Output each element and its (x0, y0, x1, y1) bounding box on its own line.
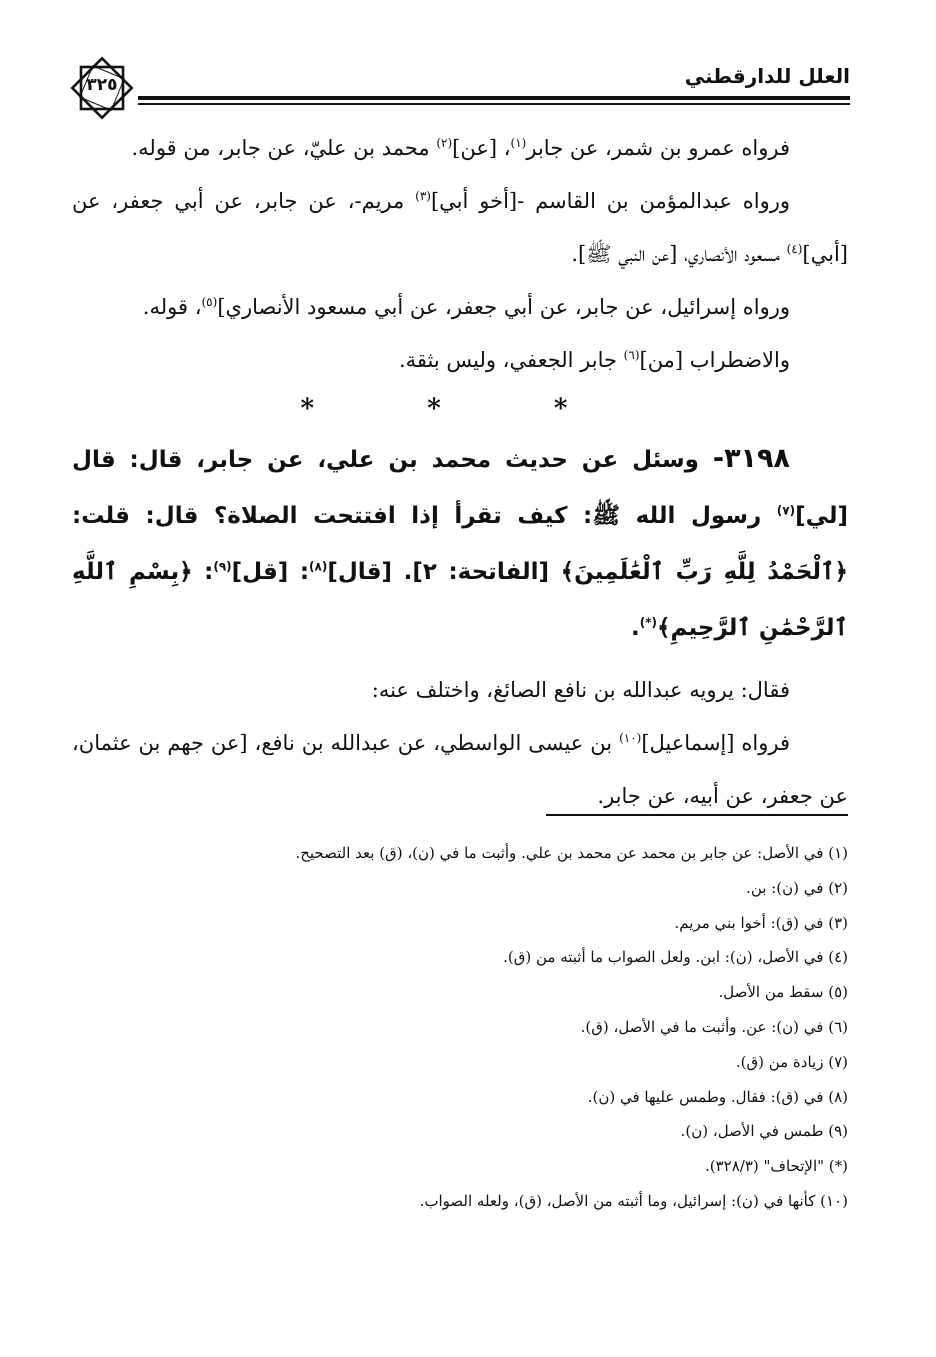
text-run: فرواه عمرو بن شمر، عن جابر (526, 136, 790, 160)
header-rule-thin (138, 103, 850, 105)
footnote: (٧) زيادة من (ق). (735, 1052, 848, 1071)
text-run: والاضطراب [من] (639, 348, 790, 372)
footnote-ref: (*) (639, 615, 657, 630)
text-run: ورواه عبدالمؤمن بن القاسم -[أخو أبي] (430, 189, 791, 213)
text-run: ورواه إسرائيل، عن جابر، عن أبي جعفر، عن أبي مسعود الأنصاري] (217, 295, 790, 319)
footnote-ref: (٦) (623, 348, 640, 362)
footnote: (٦) في (ن): عن. وأثبت ما في الأصل، (ق). (580, 1017, 848, 1036)
text-run: بن عيسى الواسطي، عن عبدالله بن نافع، [عن جهم بن عثمان، عن جعفر، عن أبيه، عن جابر. (72, 731, 848, 808)
paragraph-1 (72, 122, 848, 175)
text-run: ، قوله. (142, 295, 202, 319)
footnote: (١) في الأصل: عن جابر بن محمد عن محمد بن علي. وأثبت ما في (ن)، (ق) بعد التصحيح. (295, 844, 848, 862)
page-number: ٣٢٥ (86, 75, 118, 95)
page-header (70, 56, 850, 106)
hadith-number: ٣١٩٨- (712, 443, 790, 474)
footnote-ref: (١٠) (619, 731, 642, 745)
paragraph-7 (72, 717, 848, 823)
footnote: (٤) في الأصل، (ن): ابن. ولعل الصواب ما أثبته من (ق). (503, 948, 848, 967)
paragraph-3 (72, 281, 848, 334)
page-number-badge (70, 56, 134, 120)
text-run: محمد بن عليّ، عن جابر، من قوله. (131, 136, 437, 160)
text-run: جابر الجعفي، وليس بثقة. (398, 348, 624, 372)
section-separator-stars: * * * (300, 394, 620, 424)
footnote-ref: (٨) (309, 559, 328, 574)
paragraph-2 (72, 175, 848, 281)
text-run: فرواه [إسماعيل] (641, 731, 791, 755)
footnote-ref: (٤) (786, 242, 803, 256)
spacer (72, 656, 848, 664)
text-run: . (630, 615, 640, 641)
footnote: (٥) سقط من الأصل. (718, 983, 848, 1002)
footnote-ref: (٩) (213, 559, 232, 574)
footnote: (٢) في (ن): بن. (746, 878, 848, 897)
hadith-question (72, 431, 848, 656)
text-run: مريم-، عن جابر، عن أبي جعفر، عن [أبي] (72, 189, 848, 266)
text-run: مسعود الأنصاري، [عن النبي ﷺ]. (571, 242, 787, 266)
text-run: ، [عن] (452, 136, 511, 160)
main-text (72, 122, 848, 823)
footnote: (٩) طمس في الأصل، (ن). (680, 1122, 848, 1141)
footnote: (*) "الإتحاف" (٣٢٨/٣). (705, 1157, 848, 1176)
text-run: : [قل] (231, 559, 310, 585)
paragraph-4 (72, 334, 848, 387)
footnote: (٨) في (ق): فقال. وطمس عليها في (ن). (587, 1087, 848, 1106)
text-run: وسئل عن حديث محمد بن علي، عن جابر، قال: قال [لي] (72, 447, 848, 529)
footnote-separator (546, 814, 848, 816)
footnote-ref: (٢) (436, 136, 453, 150)
footnote: (٣) في (ق): أخوا بني مريم. (674, 913, 848, 932)
footnote: (١٠) كأنها في (ن): إسرائيل، وما أثبته من الأصل، (ق)، ولعله الصواب. (419, 1191, 848, 1210)
book-title: العلل للدارقطني (684, 64, 850, 88)
header-rule-thick (138, 96, 850, 100)
footnotes (72, 836, 848, 1219)
text-run: رسول الله ﷺ: كيف تقرأ إذا افتتحت الصلاة؟ قال: قلت: ﴿ٱلْحَمْدُ لِلَّهِ رَبِّ ٱلْعَٰلَمِينَ﴾ [الفاتحة: ٢]. [قال] (72, 503, 849, 585)
footnote-ref: (٧) (776, 503, 796, 518)
text-run: : ﴿بِسْمِ ٱللَّهِ ٱلرَّحْمَٰنِ ٱلرَّحِيمِ﴾ (72, 559, 848, 641)
paragraph-6: فقال: يرويه عبدالله بن نافع الصائغ، واختلف عنه: (371, 678, 790, 702)
footnote-ref: (٣) (415, 189, 431, 203)
footnote-ref: (٥) (201, 295, 218, 309)
footnote-ref: (١) (510, 136, 527, 150)
